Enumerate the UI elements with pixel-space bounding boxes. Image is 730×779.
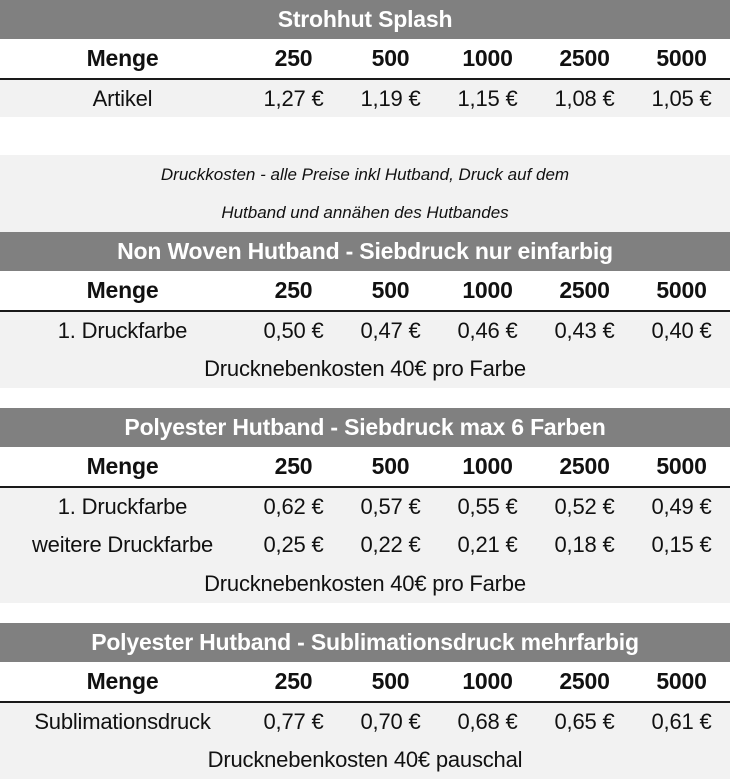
price-cell: 1,27 € xyxy=(263,85,324,111)
section-title-text: Non Woven Hutband - Siebdruck nur einfarbig xyxy=(117,238,613,264)
row-label: Sublimationsdruck xyxy=(34,708,211,734)
header-label: Menge xyxy=(86,45,159,71)
header-qty: 2500 xyxy=(559,45,610,71)
section-title-polyester-sublimation xyxy=(0,623,730,662)
price-cell: 0,25 € xyxy=(263,531,324,557)
price-cell: 0,61 € xyxy=(651,708,712,734)
price-cell: 1,19 € xyxy=(360,85,421,111)
header-label: Menge xyxy=(86,277,159,303)
extra-costs-text: Drucknebenkosten 40€ pauschal xyxy=(207,746,523,772)
footer-row xyxy=(0,564,730,603)
header-qty: 250 xyxy=(274,277,313,303)
price-cell: 1,08 € xyxy=(554,85,615,111)
table-row xyxy=(0,701,730,740)
header-qty: 1000 xyxy=(462,45,513,71)
footer-row xyxy=(0,349,730,388)
price-cell: 0,47 € xyxy=(360,317,421,343)
header-qty: 2500 xyxy=(559,277,610,303)
header-qty: 500 xyxy=(371,453,410,479)
header-qty: 500 xyxy=(371,668,410,694)
price-cell: 0,15 € xyxy=(651,531,712,557)
header-qty: 5000 xyxy=(656,668,707,694)
price-cell: 0,52 € xyxy=(554,493,615,519)
price-cell: 0,46 € xyxy=(457,317,518,343)
price-cell: 0,49 € xyxy=(651,493,712,519)
header-qty: 2500 xyxy=(559,668,610,694)
price-cell: 0,68 € xyxy=(457,708,518,734)
header-qty: 1000 xyxy=(462,453,513,479)
price-cell: 0,21 € xyxy=(457,531,518,557)
price-cell: 0,22 € xyxy=(360,531,421,557)
header-row xyxy=(0,447,730,486)
section-title-polyester-siebdruck xyxy=(0,408,730,447)
header-qty: 2500 xyxy=(559,453,610,479)
section-title-text: Polyester Hutband - Siebdruck max 6 Farben xyxy=(124,414,606,440)
price-cell: 0,50 € xyxy=(263,317,324,343)
section-title-text: Polyester Hutband - Sublimationsdruck mehrfarbig xyxy=(91,629,639,655)
price-cell: 0,62 € xyxy=(263,493,324,519)
header-label: Menge xyxy=(86,668,159,694)
header-qty: 5000 xyxy=(656,277,707,303)
header-qty: 500 xyxy=(371,277,410,303)
extra-costs-text: Drucknebenkosten 40€ pro Farbe xyxy=(204,355,526,381)
print-cost-note xyxy=(0,155,730,232)
row-label: 1. Druckfarbe xyxy=(57,317,188,343)
header-qty: 1000 xyxy=(462,668,513,694)
header-qty: 5000 xyxy=(656,453,707,479)
header-qty: 250 xyxy=(274,45,313,71)
row-label: weitere Druckfarbe xyxy=(31,531,214,557)
table-row xyxy=(0,310,730,349)
table-row xyxy=(0,525,730,564)
table-row xyxy=(0,78,730,117)
section-title-non-woven xyxy=(0,232,730,271)
price-cell: 0,77 € xyxy=(263,708,324,734)
header-qty: 250 xyxy=(274,668,313,694)
header-qty: 500 xyxy=(371,45,410,71)
header-row xyxy=(0,39,730,78)
section-title-strohhut xyxy=(0,0,730,39)
note-line: Druckkosten - alle Preise inkl Hutband, Druck auf dem xyxy=(160,165,570,184)
header-row xyxy=(0,662,730,701)
header-label: Menge xyxy=(86,453,159,479)
header-row xyxy=(0,271,730,310)
section-title-text: Strohhut Splash xyxy=(277,6,453,32)
price-cell: 0,55 € xyxy=(457,493,518,519)
table-row xyxy=(0,486,730,525)
note-line: Hutband und annähen des Hutbandes xyxy=(221,203,509,222)
price-cell: 0,57 € xyxy=(360,493,421,519)
row-label: 1. Druckfarbe xyxy=(57,493,188,519)
price-cell: 1,15 € xyxy=(457,85,518,111)
price-cell: 1,05 € xyxy=(651,85,712,111)
price-cell: 0,70 € xyxy=(360,708,421,734)
price-cell: 0,65 € xyxy=(554,708,615,734)
row-label: Artikel xyxy=(92,85,153,111)
header-qty: 1000 xyxy=(462,277,513,303)
extra-costs-text: Drucknebenkosten 40€ pro Farbe xyxy=(204,570,526,596)
footer-row xyxy=(0,740,730,779)
price-cell: 0,40 € xyxy=(651,317,712,343)
header-qty: 5000 xyxy=(656,45,707,71)
header-qty: 250 xyxy=(274,453,313,479)
price-cell: 0,43 € xyxy=(554,317,615,343)
price-cell: 0,18 € xyxy=(554,531,615,557)
